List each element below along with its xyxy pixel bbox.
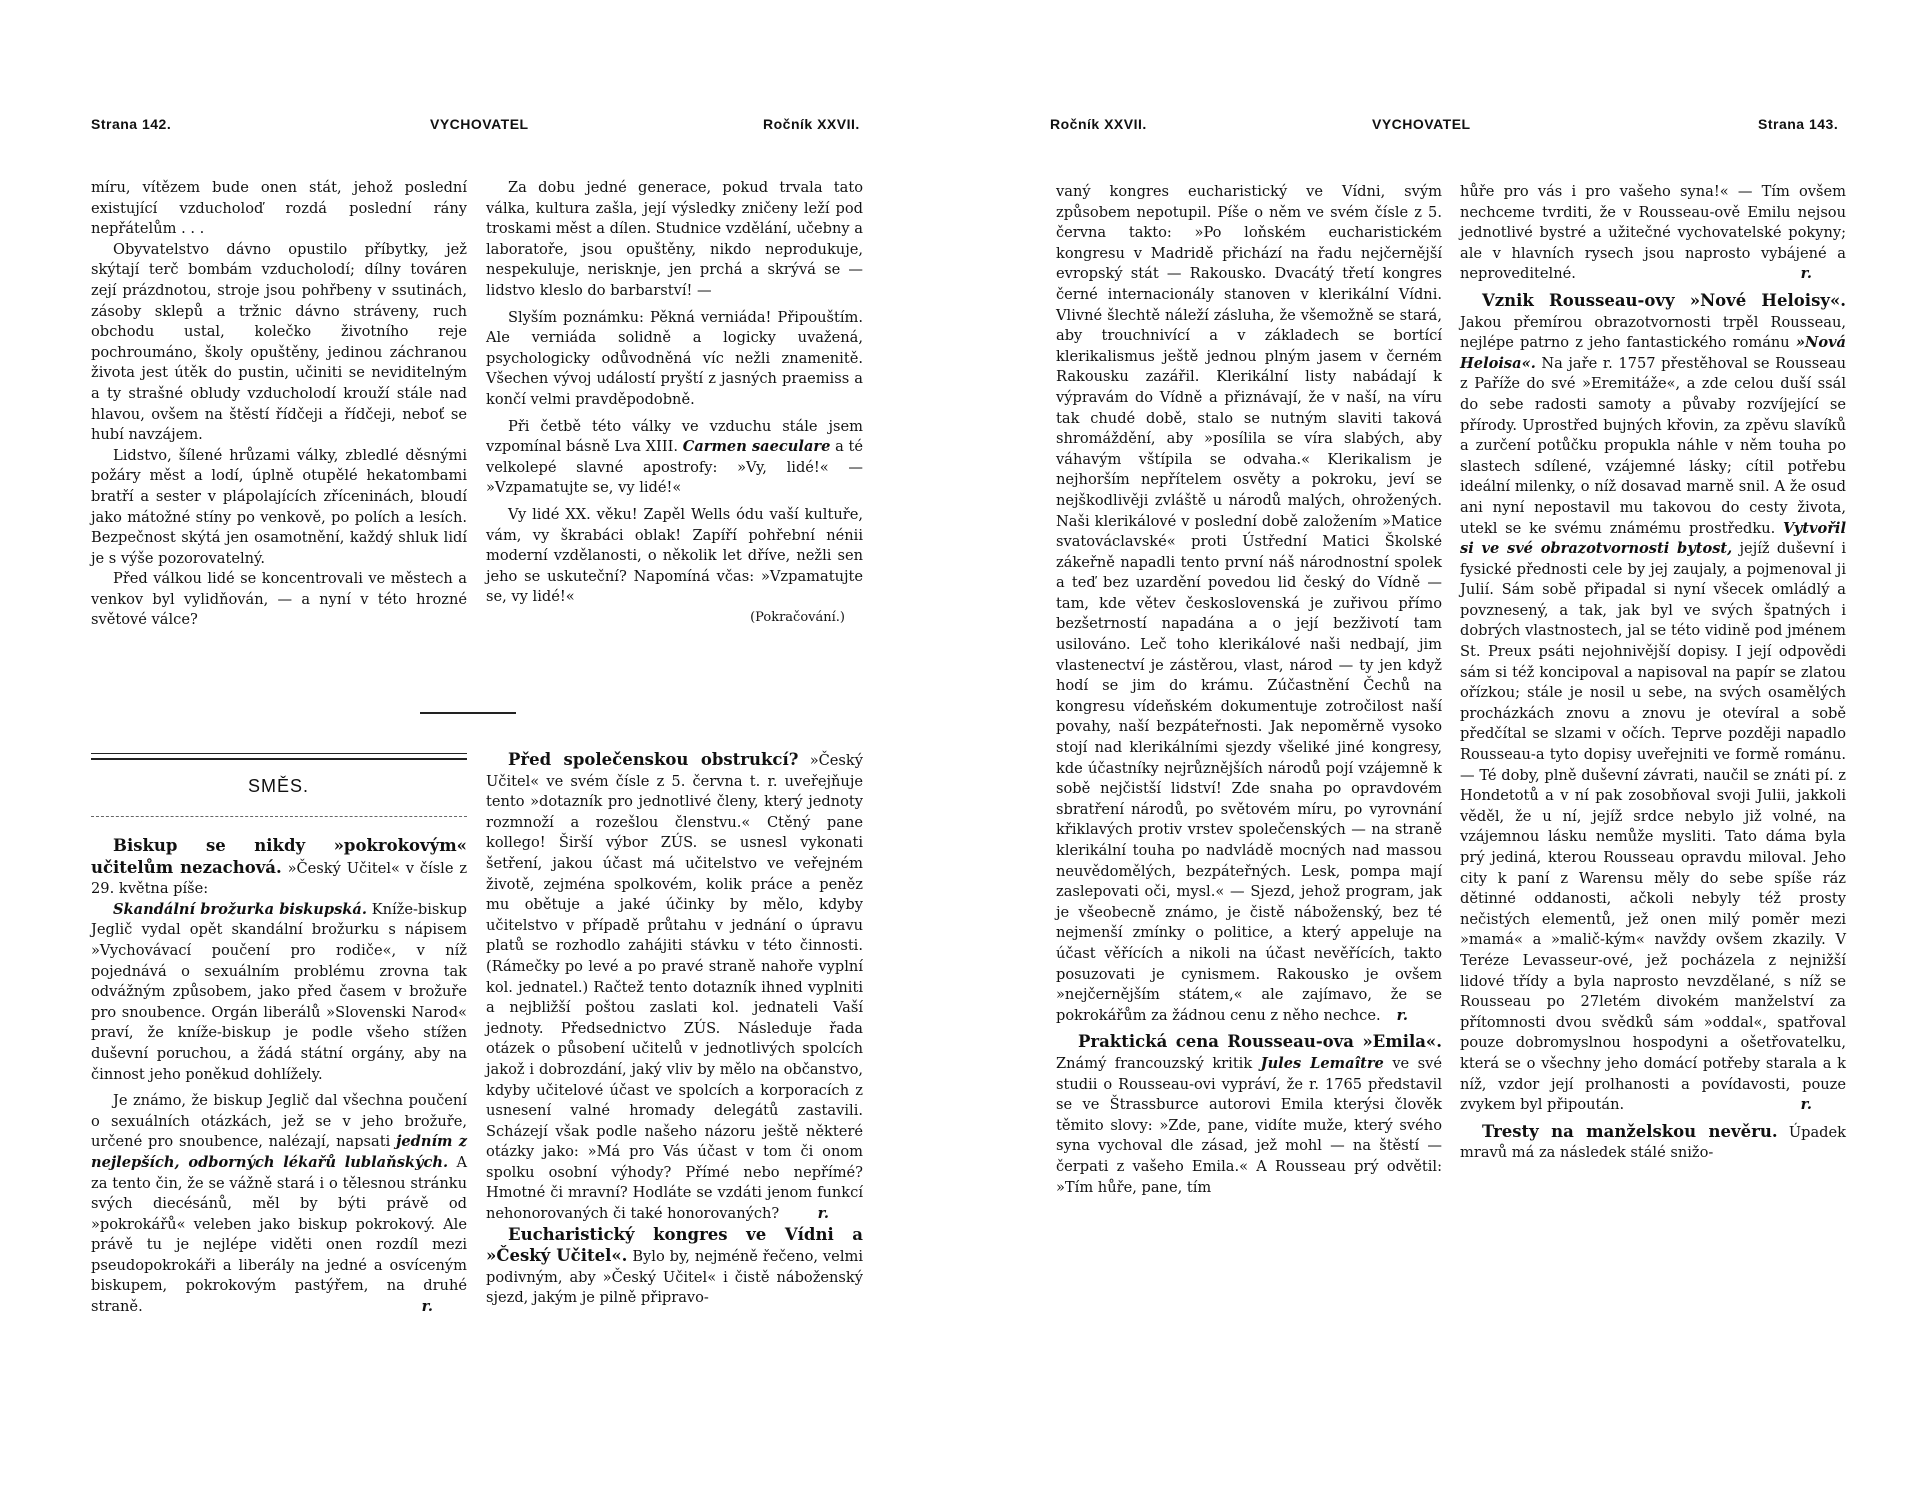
volume-label: Ročník XXVII. <box>763 116 860 132</box>
continued-note: (Pokračování.) <box>750 609 845 625</box>
separator-rule <box>420 712 516 714</box>
journal-title: VYCHOVATEL <box>1372 116 1471 132</box>
paragraph: Za dobu jedné generace, pokud trvala tato válka, kultura zašla, její výsledky zničeny leží pod troskami měst a dílen. Studnice vzdělání, učebny a laboratoře, jsou opuštěny, nikdo neprodukuje, nespekuluje, nerisknje, jen prchá a skrývá se — lidstvo kleslo do barbarství! — <box>486 179 863 299</box>
paragraph: hůře pro vás i pro vašeho syna!« — Tím ovšem nechceme tvrditi, že v Rousseau-ově Emilu nejsou jednotlivé bystré a užitečné vychovatelské pokyny; ale v hlavních rysech jsou naprosto vybájené a neproveditelné. r. <box>1460 183 1846 283</box>
article: Tresty na manželskou nevěru. Úpadek mravů má za následek stálé snižo- <box>1460 1121 1846 1162</box>
paragraph: Před válkou lidé se koncentrovali ve městech a venkov byl vylidňován, — a nyní v této hrozné světové válce? <box>91 570 467 629</box>
column-1 <box>1056 182 1442 1198</box>
paragraph: Obyvatelstvo dávno opustilo příbytky, jež skýtají terč bombám vzducholodí; dílny továren zejí prázdnotou, stroje jsou pohřbeny v ssutinách, zásoby sklepů a tržnic dávno stráveny, ruch obchodu ustal, kolečko životního reje pochroumáno, školy opuštěny, jedinou záchranou života jest útěk do pustin, učiniti se neviditelným a ty strašné obludy vzducholodí krouží stále nad hlavou, ovšem na štěstí řídčeji a řídčeji, neboť se hubí navzájem. <box>91 240 467 444</box>
column-2-bottom <box>486 750 863 1309</box>
column-1-top <box>91 178 467 631</box>
article: Vznik Rousseau-ovy »Nové Heloisy«. Jakou přemírou obrazotvornosti trpěl Rousseau, nejlépe patrno z jeho fantastického románu »Nová Heloisa«. Na jaře r. 1757 přestěhoval se Rousseau z Paříže do své »Eremitáže«, a zde celou duší ssál do sebe radosti samoty a půvaby rozvíjející se přírody. Uprostřed bujných křovin, za zpěvu slavíků a zurčení potůčku propukla náhle v něm touha po slastech sdílené, vzájemné lásky; cítil potřebu ideální milenky, o níž dosavad marně snil. A že osud ani nyní nepostavil mu takovou do cesty života, utekl se ke svému známému prostředku. Vytvořil si ve své obrazotvornosti bytost, jejíž duševní i fysické přednosti cele by jej zaujaly, a pojmenoval ji Julií. Sám sobě připadal si nyní všecek omládlý a povznesený, a tak, jak byl ve svých špatných i dobrých vlastnostech, jal se této vidině pod jménem St. Preux psáti nejohnivější dopisy. I její odpovědi sám si též koncipoval a napisoval na papír se zlatou ořízkou; stále je nosil u sebe, na svých osamělých procházkách znovu a znovu je otevíral a sobě předčítal se slzami v očích. Teprve později napadlo Rousseau-a tyto dopisy uveřejniti ve formě románu. — Té doby, plně duševní závrati, naučil se znáti pí. z Hondetotů a v ní pak zosobňoval svoji Julii, jakkoli věděl, že u ní, jejíž srdce nebylo již volné, na vzájemnou lásku nemůže mysliti. Tato dáma byla prý jediná, kterou Rousseau opravdu miloval. Jeho city k paní z Warensu měly do sebe spíše ráz dětinné oddanosti, ačkoli nebyly též prosty nečistých elementů, jež onen milý poměr mezi »mamá« a »malič-kým« navždy ovšem zkazily. V Teréze Levasseur-ové, jež pocházela z nejnižší lidové třídy a byla naprosto nevzdělané, s níž se Rousseau po 27letém divokém manželství za přítomnosti dvou svědků sám »oddal«, spatřoval pouze dobromyslnou hospodyni a ošetřovatelku, která se o všechny jeho domácí potřeby starala a k níž, vzdor její prolhanosti a povídavosti, pouze zvykem byl připoután. r. <box>1460 290 1847 1114</box>
right-page <box>1010 0 1906 1501</box>
paragraph: Je známo, že biskup Jeglič dal všechna poučení o sexuálních otázkách, jež se v jeho brožuře, určené pro snoubence, nalézají, napsati jedním z nejlepších, odborných lékařů lublaňských. A za tento čin, že se vážně stará i o tělesnou stránku svých diecésánů, měl by býti právě od »pokrokářů« veleben jako biskup pokrokový. Ale právě tu je nejlépe viděti onen rozdíl mezi pseudopokrokáři a liberály na jedné a osvíceným biskupem, pokrokovým pastýřem, na druhé straně. r. <box>91 1092 468 1316</box>
article: Před společenskou obstrukcí? »Český Učitel« ve svém čísle z 5. června t. r. uveřejňuje tento »dotazník pro jednotlivé členy, který jednoty rozmnoží a rozešlou členstvu.« Ctěný pane kollego! Širší výbor ZÚS. se usnesl vykonati šetření, jakou účast má učitelstvo ve veřejném životě, zejména spolkovém, kolik práce a peněz mu obětuje a jaké účinky by mělo, kdyby učitelstvo v případě průtahu v jednání o úpravu platů se rozhodlo zahájiti stávku v této činnosti. (Rámečky po levé a po pravé straně nahoře vyplní kol. jednatel.) Račtež tento dotazník ihned vyplniti a nejbližší poštou zaslati kol. jednateli Vaší jednoty. Předsednictvo ZÚS. Následuje řada otázek o působení učitelů v jednotlivých spolcích jakož i dobrozdání, jaký vliv by mělo na občanstvo, kdyby učitelové účast ve spolcích a korporacích z usnesení valné hromady delegátů zastavili. Scházejí však podle našeho názoru ještě některé otázky jako: »Má pro Vás účast v tom či onom spolku osobní výhody? Přímé nebo nepřímé? Hmotné či mravní? Hodláte se vzdáti jenom funkcí nehonorovaných či také honorovaných? r. <box>486 750 864 1223</box>
article-intro: Biskup se nikdy »pokrokovým« učitelům nezachová. »Český Učitel« v čísle z 29. května píše: <box>91 836 468 898</box>
dashed-rule <box>91 816 467 817</box>
page-number: Strana 142. <box>91 116 172 132</box>
left-page <box>0 0 900 1501</box>
paragraph: Při četbě této války ve vzduchu stále jsem vzpomínal básně Lva XIII. Carmen saeculare a té velkolepé slavné apostrofy: »Vy, lidé!« — »Vzpamatujte se, vy lidé!« <box>486 417 864 497</box>
paragraph: míru, vítězem bude onen stát, jehož poslední existující vzducholoď rozdá poslední rány nepřátelům . . . <box>91 179 467 238</box>
paragraph: Slyším poznámku: Pěkná verniáda! Připouštím. Ale verniáda solidně a logicky uvažená, psychologicky odůvodněná víc nežli znamenitě. Všechen vývoj událostí pryští z jasných praemiss a končí velmi pravděpodobně. <box>486 308 863 408</box>
column-2-top <box>486 178 863 628</box>
section-title: SMĚS. <box>248 776 310 796</box>
page-number: Strana 143. <box>1758 116 1839 132</box>
column-2 <box>1460 182 1846 1164</box>
journal-title: VYCHOVATEL <box>430 116 529 132</box>
section-rule <box>91 753 467 760</box>
article: Eucharistický kongres ve Vídni a »Český Učitel«. Bylo by, nejméně řečeno, velmi podivným, aby »Český Učitel« i čistě náboženský sjezd, jakým je pilně připravo- <box>486 1224 863 1307</box>
paragraph: vaný kongres eucharistický ve Vídni, svým způsobem nepotupil. Píše o něm ve svém čísle z 5. června takto: »Po loňském eucharistickém kongresu v Madridě přichází na řadu nejčernější evropský stát — Rakousko. Dvacátý třetí kongres černé internacionály stanoven v klerikální Vídni. Vlivné šlechtě náleží zásluha, že všemožně se stará, aby trouchnivící a v základech se bortící klerikalismus ještě jednou plným jasem v černém Rakousku zazářil. Klerikální listy nabádají k výpravám do Vídně a přiznávají, že v naší, na víru tak chudé době, stalo se nutným slaviti taková shromáždění, aby »posílila se víra slabých, aby váhavým vštípila se odvaha.« Klerikalism je nejhorším nepřítelem osvěty a pokroku, jeví se nejškodlivěji zvláště u národů malých, ohrožených. Naši klerikálové v poslední době založením »Matice svatováclavské« proti Ústřední Matici Školské zákeřně napadli tento první náš národnostní spolek a teď bez uzardění povedou lid český do Vídně — tam, kde větev československá je zuřivou přímo bezšetrností napadána a o její bezživotí tam usilováno. Leč toho klerikálové naši nedbají, jim vlastenectví je zástěrou, vlast, národ — ty jen když hodí se jim do krámu. Zúčastnění Čechů na kongresu vídeňském dokumentuje zotročilost naší povahy, naší bezpáteřnosti. Jak nepoměrně vysoko stojí nad klerikálními sjezdy všeliké jiné kongresy, kde účastníky nejrůznějších národů pojí vzájemně k sobě nejčistší lidství! Zde snaha po opravdovém sbratření národů, po světovém míru, po vyrovnání křiklavých protiv vrstev společenských — na straně klerikální touha po nadvládě mocných nad massou neuvědomělých, bezpáteřných. Lesk, pompa mají zaslepovati oči, mysl.« — Sjezd, jehož program, jak je všeobecně známo, je čistě náboženský, bez té nejmenší zmínky o politice, a který appeluje na účast věřících a nikoli na účast nevěřících, takto posuzovati je cynismem. Rakousko je ovšem »nejčernějším státem,« ale zajímavo, že se pokrokářům za žádnou cenu z něho nechce. r. <box>1056 183 1442 1024</box>
paragraph: Lidstvo, šílené hrůzami války, zbledlé děsnými požáry měst a lodí, úplně otupělé hekatombami bratří a sester v plápolajících zříceninách, bloudí jako mátožné stíny po venkově, po polích a lesích. Bezpečnost skýtá jen osamotnění, každý shluk lidí je s výše pozorovatelný. <box>91 446 467 567</box>
column-1-bottom <box>91 836 467 1318</box>
volume-label: Ročník XXVII. <box>1050 116 1147 132</box>
paragraph: Vy lidé XX. věku! Zapěl Wells ódu vaší kultuře, vám, vy škrabáci oblak! Zapíří pohřební nénii moderní vzdělanosti, o několik let dříve, nežli sen jeho se uskuteční? Napomíná včas: »Vzpamatujte se, vy lidé!« <box>486 505 863 606</box>
paragraph: Skandální brožurka biskupská. Kníže-biskup Jeglič vydal opět skandální brožurku s nápisem »Vychovávací poučení pro rodiče«, v níž pojednává o sexuálním problému zrovna tak odvážným způsobem, jako před časem v brožuře pro snoubence. Orgán liberálů »Slovenski Narod« praví, že kníže-biskup je podle všeho stížen duševní poruchou, a žádá státní orgány, aby na činnost jeho poněkud dohlížely. <box>91 900 467 1083</box>
article: Praktická cena Rousseau-ova »Emila«. Známý francouzský kritik Jules Lemaître ve své studii o Rousseau-ovi vypráví, že r. 1765 představil se ve Štrassburce autorovi Emila kterýsi člověk těmito slovy: »Zde, pane, vidíte muže, který svého syna vychoval dle zásad, jež mohl — na štěstí — čerpati z vašeho Emila.« A Rousseau prý odvětil: »Tím hůře, pane, tím <box>1056 1032 1443 1196</box>
